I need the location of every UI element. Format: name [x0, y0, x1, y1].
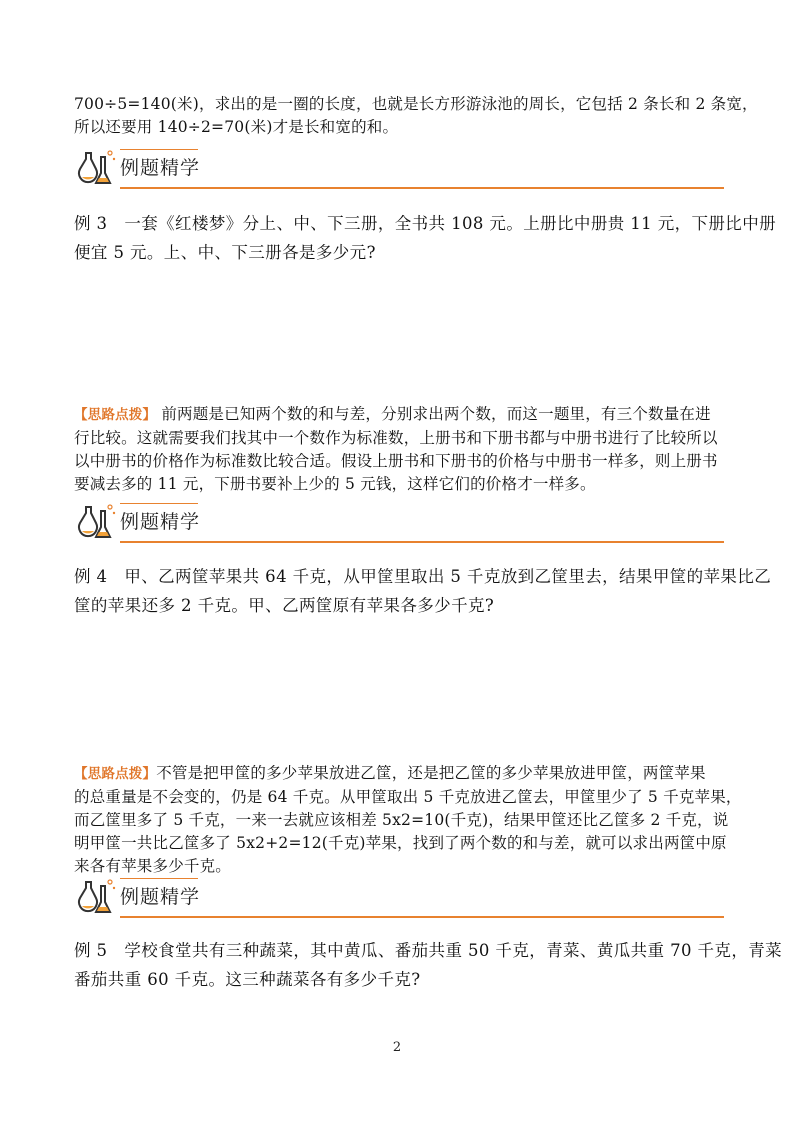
heading-rule [120, 187, 724, 189]
hint-line: 而乙筐里多了 5 千克，一来一去就应该相差 5x2=10(千克)，结果甲筐还比乙筐多 2 千克，说 [74, 811, 729, 829]
hint-line: 要减去多的 11 元，下册书要补上少的 5 元钱，这样它们的价格才一样多。 [74, 475, 596, 493]
hint-4 [74, 762, 742, 878]
section-heading [74, 147, 724, 189]
section-title: 例题精学 [120, 511, 201, 533]
hint-tag: 【思路点拨】 [74, 766, 157, 782]
section-heading [74, 876, 724, 918]
heading-rule [120, 916, 724, 918]
example-line: 例 3 一套《红楼梦》分上、中、下三册，全书共 108 元。上册比中册贵 11 元，下册比中册 [74, 214, 777, 233]
hint-line: 以中册书的价格作为标准数比较合适。假设上册书和下册书的价格与中册书一样多，则上册书 [74, 452, 718, 470]
hint-3 [74, 403, 734, 496]
section-title: 例题精学 [120, 886, 201, 908]
hint-line: 行比较。这就需要我们找其中一个数作为标准数，上册书和下册书都与中册书进行了比较所以 [74, 429, 718, 447]
example-line: 例 4 甲、乙两筐苹果共 64 千克，从甲筐里取出 5 千克放到乙筐里去，结果甲筐的苹果比乙 [74, 567, 772, 586]
intro-line: 所以还要用 140÷2=70(米)才是长和宽的和。 [74, 118, 399, 136]
intro-paragraph [74, 93, 758, 139]
example-line: 便宜 5 元。上、中、下三册各是多少元? [74, 243, 376, 262]
hint-line: 的总重量是不会变的，仍是 64 千克。从甲筐取出 5 千克放进乙筐去，甲筐里少了 5 千克苹果， [74, 788, 742, 806]
section-heading [74, 501, 724, 543]
example-line: 例 5 学校食堂共有三种蔬菜，其中黄瓜、番茄共重 50 千克，青菜、黄瓜共重 70 千克，青菜 [74, 941, 783, 960]
hint-line: 来各有苹果多少千克。 [74, 857, 232, 875]
example-3 [74, 209, 777, 267]
flask-icon [74, 876, 116, 916]
hint-line: 明甲筐一共比乙筐多了 5x2+2=12(千克)苹果，找到了两个数的和与差，就可以求出两筐中原 [74, 834, 727, 852]
hint-line: 前两题是已知两个数的和与差，分别求出两个数，而这一题里，有三个数量在进 [156, 405, 711, 423]
example-line: 番茄共重 60 千克。这三种蔬菜各有多少千克? [74, 970, 421, 989]
example-line: 筐的苹果还多 2 千克。甲、乙两筐原有苹果各多少千克? [74, 596, 495, 615]
hint-line: 不管是把甲筐的多少苹果放进乙筐，还是把乙筐的多少苹果放进甲筐，两筐苹果 [156, 764, 706, 782]
page-number: 2 [392, 1040, 402, 1055]
flask-icon [74, 501, 116, 541]
heading-accent-line [120, 878, 198, 879]
intro-line: 700÷5=140(米)，求出的是一圈的长度，也就是长方形游泳池的周长，它包括 2 条长和 2 条宽， [74, 95, 758, 113]
section-title: 例题精学 [120, 157, 201, 179]
example-4 [74, 562, 772, 620]
flask-icon [74, 147, 116, 187]
hint-tag: 【思路点拨】 [74, 407, 157, 423]
heading-accent-line [120, 503, 198, 504]
heading-accent-line [120, 149, 198, 150]
example-5 [74, 936, 783, 994]
heading-rule [120, 541, 724, 543]
